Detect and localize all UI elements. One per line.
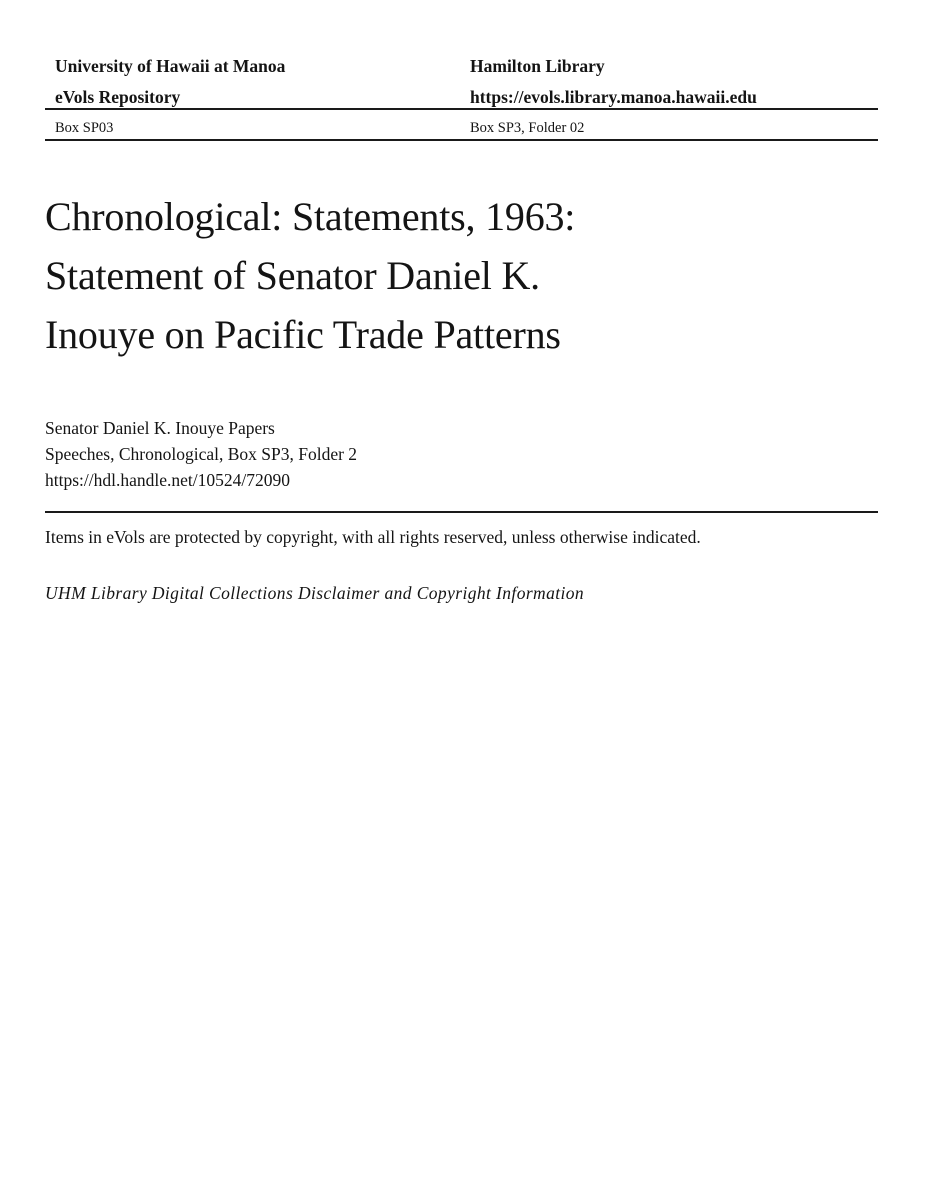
institution-name: University of Hawaii at Manoa [55, 56, 286, 76]
disclaimer-link[interactable]: UHM Library Digital Collections Disclaimer and Copyright Information [45, 583, 585, 603]
collection-location: Speeches, Chronological, Box SP3, Folder 2 [45, 444, 358, 464]
copyright-notice: Items in eVols are protected by copyright, with all rights reserved, unless otherwise indicated. [45, 527, 701, 547]
repository-url-link[interactable]: https://evols.library.manoa.hawaii.edu [470, 87, 757, 107]
divider-box-row [45, 139, 878, 141]
collection-metadata [45, 415, 357, 493]
divider-top [45, 108, 878, 110]
box-label: Box SP03 [55, 120, 114, 136]
page-title-line-3: Inouye on Pacific Trade Patterns [45, 312, 561, 357]
collection-name: Senator Daniel K. Inouye Papers [45, 418, 275, 438]
page-title-line-2: Statement of Senator Daniel K. [45, 253, 540, 298]
divider-footer [45, 511, 878, 513]
box-folder-label: Box SP3, Folder 02 [470, 120, 585, 136]
handle-url-link[interactable]: https://hdl.handle.net/10524/72090 [45, 470, 290, 490]
repository-name: eVols Repository [55, 87, 181, 107]
page-title [45, 187, 765, 364]
page-title-line-1: Chronological: Statements, 1963: [45, 194, 576, 239]
library-name: Hamilton Library [470, 56, 605, 76]
